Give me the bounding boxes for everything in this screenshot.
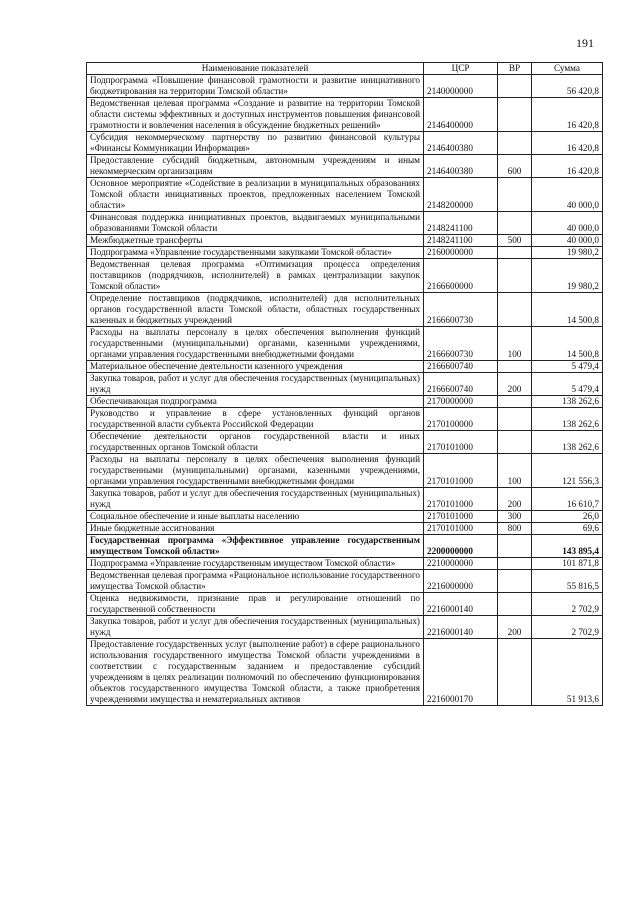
- cell-name: Руководство и управление в сфере установленных функций органов государственной власти субъекта Российской Федерации: [87, 408, 424, 431]
- table-row: [87, 75, 603, 98]
- cell-csr: 2170101000: [424, 511, 498, 523]
- cell-csr: 2216000140: [424, 593, 498, 616]
- cell-name: Расходы на выплаты персоналу в целях обеспечения выполнения функций государственными (муниципальными) органами, казенными учреждениями, органами управления государственными внебюджетными фондами: [87, 454, 424, 488]
- cell-vr: [498, 396, 532, 408]
- cell-name: Закупка товаров, работ и услуг для обеспечения государственных (муниципальных) нужд: [87, 488, 424, 511]
- cell-name: Государственная программа «Эффективное управление государственным имуществом Томской области»: [87, 535, 424, 558]
- cell-name: Социальное обеспечение и иные выплаты населению: [87, 511, 424, 523]
- cell-csr: 2148241100: [424, 212, 498, 235]
- table-row: [87, 293, 603, 327]
- cell-csr: 2146400380: [424, 132, 498, 155]
- cell-sum: 14 500,8: [532, 327, 603, 361]
- table-row: [87, 616, 603, 639]
- cell-sum: 5 479,4: [532, 373, 603, 396]
- cell-name: Иные бюджетные ассигнования: [87, 523, 424, 535]
- table-header-row: [87, 63, 603, 75]
- cell-csr: 2200000000: [424, 535, 498, 558]
- cell-sum: 138 262,6: [532, 396, 603, 408]
- cell-vr: [498, 431, 532, 454]
- cell-name: Закупка товаров, работ и услуг для обеспечения государственных (муниципальных) нужд: [87, 616, 424, 639]
- cell-csr: 2140000000: [424, 75, 498, 98]
- cell-csr: 2170101000: [424, 523, 498, 535]
- cell-name: Ведомственная целевая программа «Создание и развитие на территории Томской области системы эффективных и доступных инструментов повышения финансовой грамотности и вовлечения населения в обсуждение бюджетных решений»: [87, 98, 424, 132]
- cell-name: Финансовая поддержка инициативных проектов, выдвигаемых муниципальными образованиями Томской области: [87, 212, 424, 235]
- table-row: [87, 259, 603, 293]
- cell-csr: 2146400380: [424, 155, 498, 178]
- cell-csr: 2160000000: [424, 247, 498, 259]
- table-row: [87, 570, 603, 593]
- cell-vr: [498, 558, 532, 570]
- header-name: Наименование показателей: [87, 63, 424, 75]
- header-csr: ЦСР: [424, 63, 498, 75]
- cell-sum: 138 262,6: [532, 431, 603, 454]
- cell-vr: [498, 98, 532, 132]
- table-row: [87, 178, 603, 212]
- cell-sum: 2 702,9: [532, 593, 603, 616]
- table-row: [87, 327, 603, 361]
- header-sum: Сумма: [532, 63, 603, 75]
- table-row: [87, 361, 603, 373]
- cell-sum: 138 262,6: [532, 408, 603, 431]
- cell-name: Ведомственная целевая программа «Рациональное использование государственного имущества Томской области»: [87, 570, 424, 593]
- cell-sum: 16 610,7: [532, 488, 603, 511]
- table-row: [87, 558, 603, 570]
- table-row: [87, 155, 603, 178]
- table-row: [87, 98, 603, 132]
- cell-csr: 2216000140: [424, 616, 498, 639]
- cell-sum: 55 816,5: [532, 570, 603, 593]
- cell-sum: 19 980,2: [532, 247, 603, 259]
- cell-sum: 14 500,8: [532, 293, 603, 327]
- cell-csr: 2170101000: [424, 431, 498, 454]
- cell-vr: [498, 293, 532, 327]
- page-number: 191: [576, 36, 594, 50]
- cell-name: Предоставление государственных услуг (выполнение работ) в сфере рационального использования государственного имущества Томской области учреждениями в соответствии с государственным заданием и предоставление субсидий учреждениям в целях реализации полномочий по обеспечению функционирования объектов государственного имущества Томской области, а также приобретения учреждениями имущества и нематериальных активов: [87, 639, 424, 706]
- cell-name: Подпрограмма «Повышение финансовой грамотности и развитие инициативного бюджетирования на территории Томской области»: [87, 75, 424, 98]
- cell-csr: 2170101000: [424, 488, 498, 511]
- cell-name: Оценка недвижимости, признание прав и регулирование отношений по государственной собственности: [87, 593, 424, 616]
- cell-csr: 2166600740: [424, 361, 498, 373]
- cell-name: Расходы на выплаты персоналу в целях обеспечения выполнения функций государственными (муниципальными) органами, казенными учреждениями, органами управления государственными внебюджетными фондами: [87, 327, 424, 361]
- cell-name: Закупка товаров, работ и услуг для обеспечения государственных (муниципальных) нужд: [87, 373, 424, 396]
- cell-name: Предоставление субсидий бюджетным, автономным учреждениям и иным некоммерческим организациям: [87, 155, 424, 178]
- table-row: [87, 639, 603, 706]
- cell-csr: 2166600000: [424, 259, 498, 293]
- table-body: [87, 75, 603, 706]
- table-row: [87, 431, 603, 454]
- table-row: [87, 523, 603, 535]
- table-row: [87, 408, 603, 431]
- cell-vr: 200: [498, 488, 532, 511]
- cell-vr: [498, 247, 532, 259]
- cell-csr: 2166600730: [424, 327, 498, 361]
- cell-name: Подпрограмма «Управление государственным имуществом Томской области»: [87, 558, 424, 570]
- budget-table: [86, 62, 603, 706]
- cell-sum: 121 556,3: [532, 454, 603, 488]
- cell-name: Обеспечивающая подпрограмма: [87, 396, 424, 408]
- cell-vr: [498, 178, 532, 212]
- cell-csr: 2148241100: [424, 235, 498, 247]
- cell-name: Субсидия некоммерческому партнерству по развитию финансовой культуры «Финансы Коммуникации Информация»: [87, 132, 424, 155]
- table-row: [87, 132, 603, 155]
- cell-sum: 40 000,0: [532, 178, 603, 212]
- cell-vr: [498, 593, 532, 616]
- cell-name: Определение поставщиков (подрядчиков, исполнителей) для исполнительных органов государственной власти Томской области, областных государственных казенных и бюджетных учреждений: [87, 293, 424, 327]
- cell-csr: 2148200000: [424, 178, 498, 212]
- table-row: [87, 247, 603, 259]
- cell-name: Материальное обеспечение деятельности казенного учреждения: [87, 361, 424, 373]
- table-row: [87, 454, 603, 488]
- cell-vr: 100: [498, 454, 532, 488]
- cell-vr: 100: [498, 327, 532, 361]
- cell-vr: 200: [498, 373, 532, 396]
- cell-vr: [498, 132, 532, 155]
- cell-name: Основное мероприятие «Содействие в реализации в муниципальных образованиях Томской области инициативных проектов, предложенных населением Томской области»: [87, 178, 424, 212]
- cell-sum: 2 702,9: [532, 616, 603, 639]
- cell-sum: 40 000,0: [532, 212, 603, 235]
- cell-vr: [498, 408, 532, 431]
- cell-sum: 26,0: [532, 511, 603, 523]
- cell-name: Межбюджетные трансферты: [87, 235, 424, 247]
- table-row: [87, 511, 603, 523]
- cell-sum: 51 913,6: [532, 639, 603, 706]
- cell-vr: 200: [498, 616, 532, 639]
- cell-name: Ведомственная целевая программа «Оптимизация процесса определения поставщиков (подрядчиков, исполнителей) в рамках централизации закупок Томской области»: [87, 259, 424, 293]
- cell-sum: 101 871,8: [532, 558, 603, 570]
- table-row: [87, 488, 603, 511]
- header-vr: ВР: [498, 63, 532, 75]
- cell-vr: 800: [498, 523, 532, 535]
- cell-sum: 5 479,4: [532, 361, 603, 373]
- cell-sum: 143 895,4: [532, 535, 603, 558]
- cell-sum: 19 980,2: [532, 259, 603, 293]
- cell-sum: 16 420,8: [532, 155, 603, 178]
- cell-sum: 16 420,8: [532, 98, 603, 132]
- table-row: [87, 373, 603, 396]
- cell-sum: 56 420,8: [532, 75, 603, 98]
- cell-vr: [498, 259, 532, 293]
- cell-vr: [498, 639, 532, 706]
- cell-csr: 2166600730: [424, 293, 498, 327]
- cell-csr: 2216000170: [424, 639, 498, 706]
- cell-csr: 2170000000: [424, 396, 498, 408]
- cell-csr: 2146400000: [424, 98, 498, 132]
- cell-vr: [498, 75, 532, 98]
- cell-vr: 300: [498, 511, 532, 523]
- cell-sum: 16 420,8: [532, 132, 603, 155]
- cell-vr: 500: [498, 235, 532, 247]
- table-row: [87, 535, 603, 558]
- cell-csr: 2170100000: [424, 408, 498, 431]
- cell-vr: [498, 535, 532, 558]
- cell-sum: 69,6: [532, 523, 603, 535]
- cell-vr: [498, 361, 532, 373]
- cell-csr: 2210000000: [424, 558, 498, 570]
- cell-vr: 600: [498, 155, 532, 178]
- cell-csr: 2170101000: [424, 454, 498, 488]
- table-row: [87, 212, 603, 235]
- cell-csr: 2216000000: [424, 570, 498, 593]
- cell-name: Обеспечение деятельности органов государственной власти и иных государственных органов Томской области: [87, 431, 424, 454]
- cell-csr: 2166600740: [424, 373, 498, 396]
- cell-vr: [498, 212, 532, 235]
- table-row: [87, 593, 603, 616]
- cell-name: Подпрограмма «Управление государственными закупками Томской области»: [87, 247, 424, 259]
- cell-vr: [498, 570, 532, 593]
- table-row: [87, 235, 603, 247]
- cell-sum: 40 000,0: [532, 235, 603, 247]
- table-row: [87, 396, 603, 408]
